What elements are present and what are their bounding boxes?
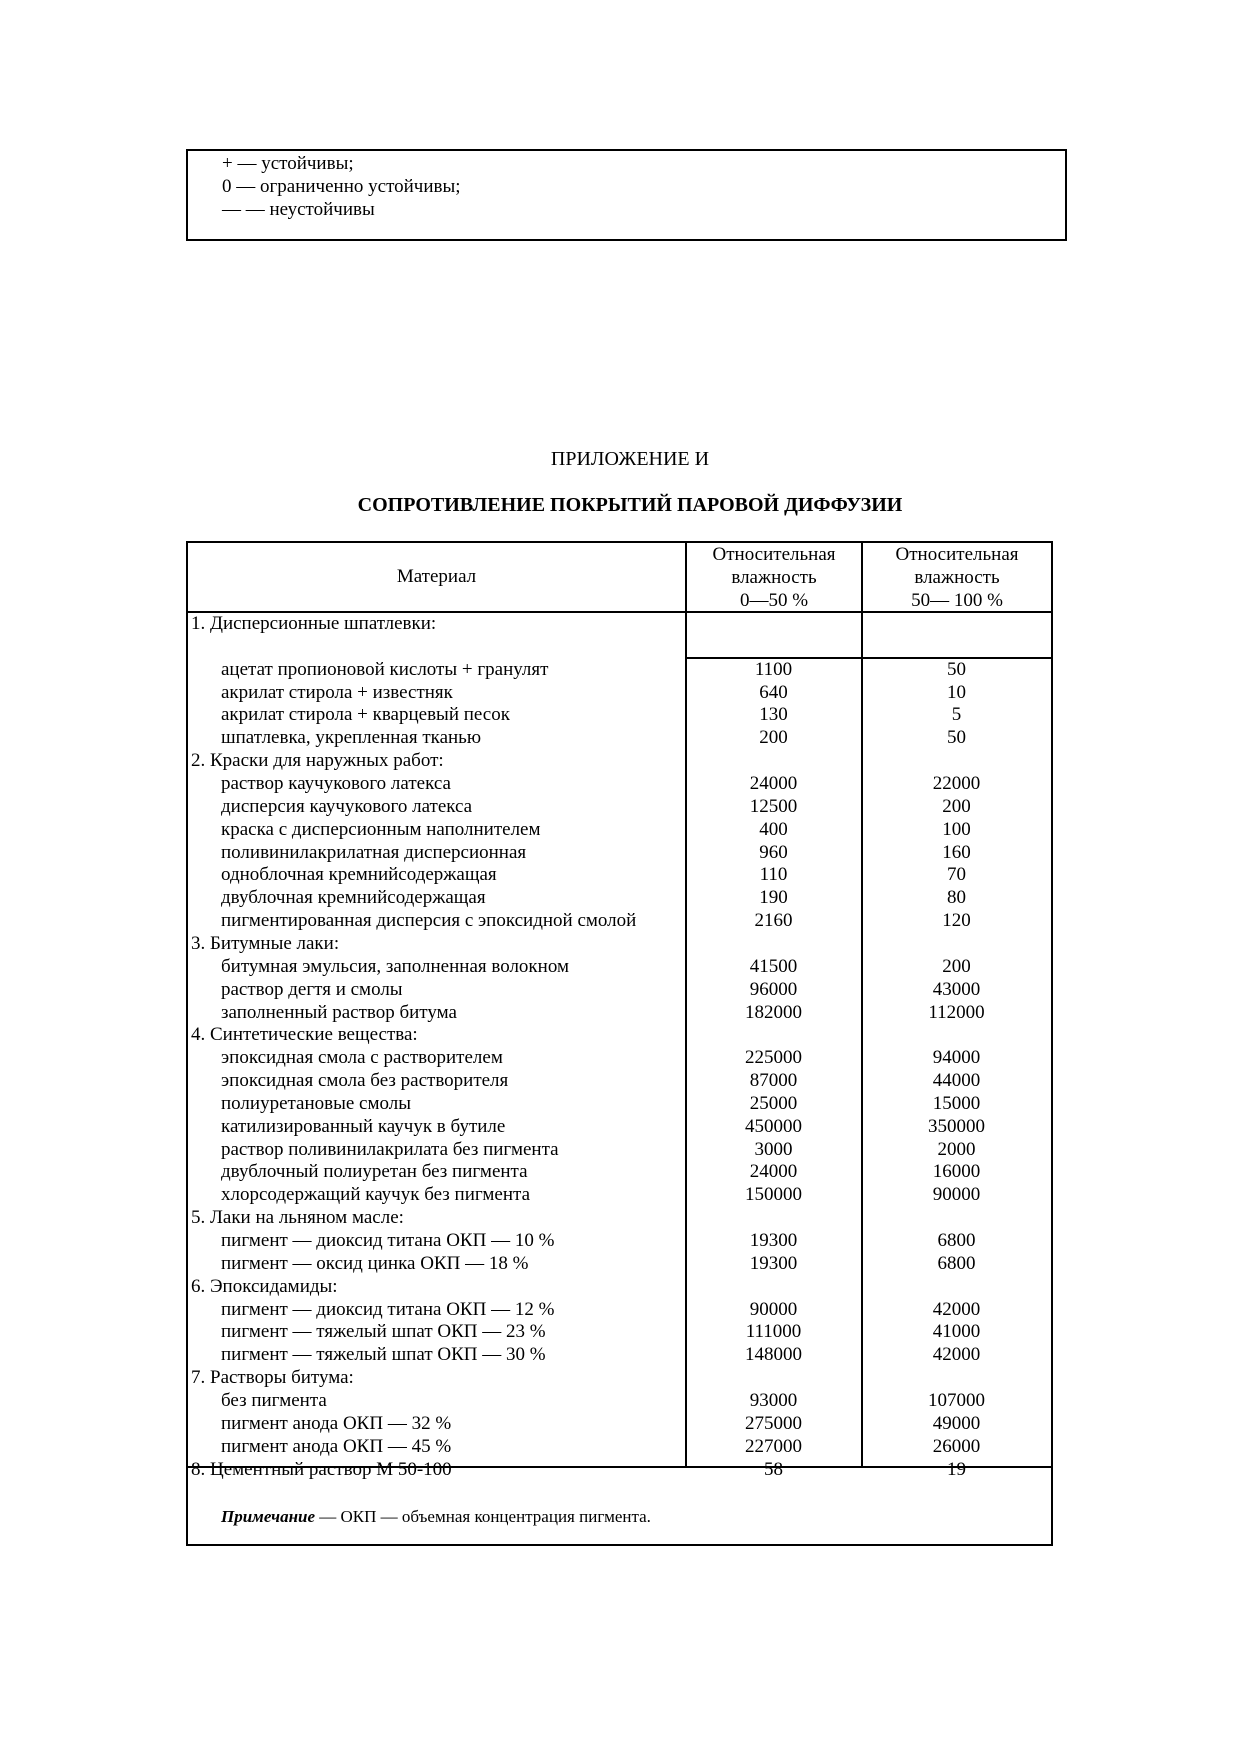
appendix-title: ПРИЛОЖЕНИЕ И xyxy=(550,448,710,470)
value-rh-high: 26000 xyxy=(932,1435,981,1457)
value-rh-high: 160 xyxy=(942,841,971,863)
value-rh-low: 225000 xyxy=(745,1047,802,1069)
value-rh-low: 41500 xyxy=(749,955,798,977)
value-rh-high: 50 xyxy=(947,658,966,680)
value-rh-low: 87000 xyxy=(749,1070,798,1091)
value-rh-high: 120 xyxy=(942,910,971,932)
material-name: раствор каучукового латекса xyxy=(221,772,451,794)
header-rh-high xyxy=(863,543,1051,612)
material-name: одноблочная кремнийсодержащая xyxy=(221,864,497,886)
value-rh-low: 58 xyxy=(764,1458,783,1480)
value-rh-low: 450000 xyxy=(745,1115,802,1137)
table-row xyxy=(188,1298,1051,1321)
material-name: 8. Цементный раствор М 50-100 xyxy=(191,1458,452,1480)
material-name: 6. Эпоксидамиды: xyxy=(191,1275,338,1297)
legend-line-limited: 0 — ограниченно устойчивы; xyxy=(222,176,461,197)
table-row xyxy=(188,863,1051,886)
value-rh-high: 43000 xyxy=(932,978,981,1000)
value-rh-low: 1100 xyxy=(754,658,793,680)
vapor-diffusion-table xyxy=(186,541,1053,1546)
value-rh-low: 3000 xyxy=(754,1138,793,1160)
value-rh-low: 96000 xyxy=(749,978,798,1000)
header-rh-high-line: 50— 100 % xyxy=(911,590,1003,611)
material-name: пигмент — тяжелый шпат ОКП — 30 % xyxy=(221,1344,546,1366)
table-row xyxy=(188,1183,1051,1206)
header-rh-low-line: 0—50 % xyxy=(739,590,809,611)
table-row xyxy=(188,658,1051,681)
value-rh-high: 90000 xyxy=(932,1184,981,1206)
table-gap-row xyxy=(188,635,1051,658)
value-rh-high: 200 xyxy=(942,955,971,977)
value-rh-low: 182000 xyxy=(745,1001,802,1023)
value-rh-low: 400 xyxy=(759,818,788,840)
table-row xyxy=(188,841,1051,864)
material-name: битумная эмульсия, заполненная волокном xyxy=(221,955,569,977)
table-row xyxy=(188,795,1051,818)
value-rh-low: 19300 xyxy=(749,1230,798,1251)
header-material: Материал xyxy=(396,566,477,587)
table-row xyxy=(188,1092,1051,1115)
value-rh-low: 2160 xyxy=(754,910,793,932)
value-rh-high: 107000 xyxy=(928,1389,985,1411)
value-rh-high: 42000 xyxy=(932,1344,981,1366)
value-rh-low: 25000 xyxy=(749,1092,798,1114)
table-row xyxy=(188,955,1051,978)
table-row xyxy=(188,978,1051,1001)
value-rh-high: 6800 xyxy=(937,1230,976,1251)
material-name: 1. Дисперсионные шпатлевки: xyxy=(191,613,437,634)
header-rh-low-line: влажность xyxy=(731,567,817,588)
value-rh-high: 49000 xyxy=(932,1412,981,1434)
table-group-row xyxy=(188,1366,1051,1389)
value-rh-high: 5 xyxy=(951,704,962,726)
value-rh-high: 22000 xyxy=(932,772,981,794)
value-rh-low: 111000 xyxy=(745,1321,802,1343)
header-rh-low xyxy=(687,543,861,612)
value-rh-low: 190 xyxy=(759,887,788,909)
value-rh-low: 200 xyxy=(759,727,788,749)
value-rh-low: 90000 xyxy=(749,1298,798,1320)
value-rh-high: 100 xyxy=(942,818,971,840)
value-rh-low: 640 xyxy=(759,681,788,703)
document-title: СОПРОТИВЛЕНИЕ ПОКРЫТИЙ ПАРОВОЙ ДИФФУЗИИ xyxy=(357,494,903,516)
value-rh-low: 110 xyxy=(759,864,788,886)
material-name: краска с дисперсионным наполнителем xyxy=(221,818,541,840)
material-name: 7. Растворы битума: xyxy=(191,1367,354,1389)
material-name: акрилат стирола + известняк xyxy=(221,681,453,703)
table-row xyxy=(188,1412,1051,1435)
material-name: 4. Синтетические вещества: xyxy=(191,1024,418,1046)
material-name: 2. Краски для наружных работ: xyxy=(191,750,444,772)
table-row xyxy=(188,909,1051,932)
table-row xyxy=(188,1343,1051,1366)
header-rh-high-line: Относительная xyxy=(895,544,1019,565)
value-rh-low: 24000 xyxy=(749,1161,798,1183)
value-rh-high: 94000 xyxy=(932,1047,981,1069)
value-rh-high: 41000 xyxy=(932,1321,981,1343)
material-name: хлорсодержащий каучук без пигмента xyxy=(221,1184,531,1206)
material-name: двублочная кремнийсодержащая xyxy=(221,887,486,909)
table-row xyxy=(188,1435,1051,1458)
value-rh-high: 2000 xyxy=(937,1138,976,1160)
material-name: заполненный раствор битума xyxy=(221,1001,457,1023)
value-rh-low: 148000 xyxy=(745,1344,802,1366)
value-rh-low: 227000 xyxy=(745,1435,802,1457)
table-row xyxy=(188,1252,1051,1275)
note-text: — ОКП — объемная концентрация пигмента. xyxy=(315,1507,651,1526)
value-rh-high: 200 xyxy=(942,795,971,817)
table-group-row xyxy=(188,612,1051,635)
table-row xyxy=(188,703,1051,726)
table-row xyxy=(188,1115,1051,1138)
material-name: пигмент — тяжелый шпат ОКП — 23 % xyxy=(221,1321,546,1343)
table-row xyxy=(188,1138,1051,1161)
table-row xyxy=(188,726,1051,749)
table-row xyxy=(188,1229,1051,1252)
table-row xyxy=(188,681,1051,704)
value-rh-low: 275000 xyxy=(745,1412,802,1434)
material-name: без пигмента xyxy=(221,1389,327,1411)
value-rh-high: 80 xyxy=(947,887,966,909)
legend-line-stable: + — устойчивы; xyxy=(222,153,354,174)
value-rh-high: 15000 xyxy=(932,1092,981,1114)
table-note xyxy=(221,1507,651,1527)
table-group-row xyxy=(188,1275,1051,1298)
material-name: раствор дегтя и смолы xyxy=(221,978,403,1000)
table-row xyxy=(188,886,1051,909)
table-row xyxy=(188,1160,1051,1183)
value-rh-high: 50 xyxy=(947,727,966,749)
value-rh-high: 42000 xyxy=(932,1298,981,1320)
material-name: эпоксидная смола с растворителем xyxy=(221,1047,503,1069)
table-row xyxy=(188,1320,1051,1343)
value-rh-high: 70 xyxy=(947,864,966,886)
value-rh-low: 12500 xyxy=(749,795,798,817)
value-rh-high: 6800 xyxy=(937,1252,976,1274)
table-row xyxy=(188,1069,1051,1092)
material-name: пигмент — диоксид титана ОКП — 10 % xyxy=(221,1230,555,1251)
table-group-row xyxy=(188,749,1051,772)
table-row xyxy=(188,1001,1051,1024)
material-name: ацетат пропионовой кислоты + гранулят xyxy=(221,658,549,680)
material-name: акрилат стирола + кварцевый песок xyxy=(221,704,510,726)
table-group-row xyxy=(188,1458,1051,1481)
value-rh-low: 960 xyxy=(759,841,788,863)
material-name: пигментированная дисперсия с эпоксидной смолой xyxy=(221,910,637,932)
table-row xyxy=(188,1046,1051,1069)
material-name: поливинилакрилатная дисперсионная xyxy=(221,841,527,863)
material-name: пигмент анода ОКП — 45 % xyxy=(221,1435,452,1457)
table-group-row xyxy=(188,1206,1051,1229)
table-row xyxy=(188,1389,1051,1412)
table-row xyxy=(188,772,1051,795)
value-rh-high: 112000 xyxy=(928,1001,985,1023)
note-label: Примечание xyxy=(221,1507,316,1526)
value-rh-low: 93000 xyxy=(749,1389,798,1411)
material-name: 5. Лаки на льняном масле: xyxy=(191,1207,404,1229)
material-name: пигмент анода ОКП — 32 % xyxy=(221,1412,452,1434)
value-rh-high: 16000 xyxy=(932,1161,981,1183)
material-name: пигмент — оксид цинка ОКП — 18 % xyxy=(221,1252,529,1274)
material-name: раствор поливинилакрилата без пигмента xyxy=(221,1138,559,1160)
table-group-row xyxy=(188,1023,1051,1046)
value-rh-low: 130 xyxy=(759,704,788,726)
value-rh-low: 19300 xyxy=(749,1252,798,1274)
material-name: шпатлевка, укрепленная тканью xyxy=(221,727,482,749)
material-name: катилизированный каучук в бутиле xyxy=(221,1115,506,1137)
legend-box xyxy=(186,149,1067,241)
legend-line-unstable: — — неустойчивы xyxy=(222,199,375,220)
value-rh-high: 19 xyxy=(947,1458,966,1480)
header-rh-low-line: Относительная xyxy=(712,544,836,565)
material-name: пигмент — диоксид титана ОКП — 12 % xyxy=(221,1298,555,1320)
table-row xyxy=(188,818,1051,841)
material-name: эпоксидная смола без растворителя xyxy=(221,1070,509,1091)
value-rh-low: 24000 xyxy=(749,772,798,794)
material-name: 3. Битумные лаки: xyxy=(191,932,340,954)
value-rh-high: 350000 xyxy=(928,1115,985,1137)
material-name: полиуретановые смолы xyxy=(221,1092,412,1114)
header-rh-high-line: влажность xyxy=(914,567,1000,588)
material-name: двублочный полиуретан без пигмента xyxy=(221,1161,528,1183)
value-rh-low: 150000 xyxy=(745,1184,802,1206)
material-name: дисперсия каучукового латекса xyxy=(221,795,473,817)
value-rh-high: 44000 xyxy=(932,1070,981,1091)
value-rh-high: 10 xyxy=(947,681,966,703)
table-group-row xyxy=(188,932,1051,955)
